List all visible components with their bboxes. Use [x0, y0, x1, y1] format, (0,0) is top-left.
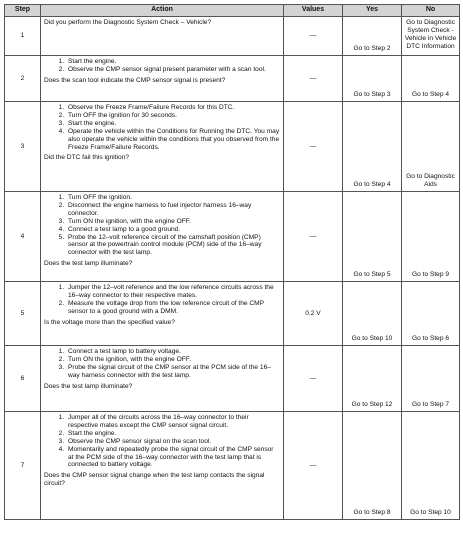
action-item: 3. Probe the signal circuit of the CMP sensor at the PCM side of the 16–way harness connector with the test lamp. — [66, 364, 280, 380]
yes-cell: Go to Step 4 — [343, 102, 402, 192]
no-cell: Go to Step 7 — [402, 346, 460, 412]
action-cell — [41, 17, 284, 56]
step-number: 2 — [5, 56, 41, 102]
no-cell: Go to Step 10 — [402, 412, 460, 520]
action-item: 1. Jumper the 12–volt reference and the low reference circuits across the 16–way connector to their respective mates. — [66, 284, 280, 300]
table-row — [5, 56, 460, 102]
table-row — [5, 17, 460, 56]
header-action: Action — [41, 5, 284, 17]
yes-cell: Go to Step 8 — [343, 412, 402, 520]
value-cell: — — [284, 56, 343, 102]
yes-cell: Go to Step 3 — [343, 56, 402, 102]
table-row — [5, 102, 460, 192]
action-item: 2. Turn OFF the ignition for 30 seconds. — [66, 112, 280, 120]
action-steps — [44, 194, 280, 257]
action-steps — [44, 414, 280, 469]
action-steps — [44, 348, 280, 380]
header-yes: Yes — [343, 5, 402, 17]
step-number: 1 — [5, 17, 41, 56]
action-steps — [44, 284, 280, 316]
action-item: 2. Observe the CMP sensor signal present parameter with a scan tool. — [66, 66, 280, 74]
action-question: Is the voltage more than the specified value? — [44, 318, 175, 326]
action-cell — [41, 346, 284, 412]
action-item: 2. Turn ON the ignition, with the engine OFF. — [66, 356, 280, 364]
action-item: 2. Start the engine. — [66, 430, 280, 438]
step-number: 7 — [5, 412, 41, 520]
action-steps — [44, 58, 280, 74]
value-cell: — — [284, 412, 343, 520]
action-item: 5. Probe the 12–volt reference circuit of the camshaft position (CMP) sensor at the powertrain control module (PCM) side of the 16–way connector with the test lamp. — [66, 234, 280, 258]
action-item: 4. Momentarily and repeatedly probe the signal circuit of the CMP sensor at the PCM side of the 16–way connector with the test lamp that is connected to battery voltage. — [66, 446, 280, 470]
no-cell: Go to Step 9 — [402, 192, 460, 282]
action-cell — [41, 192, 284, 282]
table-row — [5, 282, 460, 346]
action-item: 1. Connect a test lamp to battery voltage. — [66, 348, 280, 356]
table-row — [5, 192, 460, 282]
action-item: 1. Jumper all of the circuits across the 16–way connector to their respective mates except the CMP sensor signal circuit. — [66, 414, 280, 430]
value-cell: — — [284, 346, 343, 412]
value-cell: 0.2 V — [284, 282, 343, 346]
yes-cell: Go to Step 5 — [343, 192, 402, 282]
step-number: 4 — [5, 192, 41, 282]
no-cell: Go to Diagnostic System Check - Vehicle in Vehicle DTC Information — [402, 17, 460, 56]
no-cell: Go to Diagnostic Aids — [402, 102, 460, 192]
action-item: 3. Turn ON the ignition, with the engine OFF. — [66, 218, 280, 226]
action-item: 4. Connect a test lamp to a good ground. — [66, 226, 280, 234]
action-item: 1. Observe the Freeze Frame/Failure Records for this DTC. — [66, 104, 280, 112]
yes-cell: Go to Step 12 — [343, 346, 402, 412]
yes-cell: Go to Step 10 — [343, 282, 402, 346]
table-row — [5, 412, 460, 520]
header-values: Values — [284, 5, 343, 17]
header-step: Step — [5, 5, 41, 17]
header-no: No — [402, 5, 460, 17]
action-question: Does the scan tool indicate the CMP sensor signal is present? — [44, 76, 226, 84]
no-cell: Go to Step 6 — [402, 282, 460, 346]
action-item: 3. Observe the CMP sensor signal on the scan tool. — [66, 438, 280, 446]
value-cell: — — [284, 192, 343, 282]
value-cell: — — [284, 102, 343, 192]
action-item: 4. Operate the vehicle within the Conditions for Running the DTC. You may also operate the vehicle within the conditions that you observed from the Freeze Frame/Failure Records. — [66, 128, 280, 152]
action-steps — [44, 104, 280, 151]
table-row — [5, 346, 460, 412]
action-question: Does the test lamp illuminate? — [44, 260, 133, 268]
action-cell — [41, 282, 284, 346]
action-question: Does the CMP sensor signal change when the test lamp contacts the signal circuit? — [44, 472, 265, 488]
action-question: Did the DTC fail this ignition? — [44, 154, 130, 162]
action-item: 1. Turn OFF the ignition. — [66, 194, 280, 202]
no-cell: Go to Step 4 — [402, 56, 460, 102]
step-number: 5 — [5, 282, 41, 346]
action-cell — [41, 102, 284, 192]
header-row — [5, 5, 460, 17]
action-item: 2. Disconnect the engine harness to fuel injector harness 16–way connector. — [66, 202, 280, 218]
yes-cell: Go to Step 2 — [343, 17, 402, 56]
action-question: Did you perform the Diagnostic System Check – Vehicle? — [44, 19, 212, 26]
action-item: 3. Start the engine. — [66, 120, 280, 128]
diagnostic-table — [4, 4, 460, 520]
value-cell: — — [284, 17, 343, 56]
action-cell — [41, 412, 284, 520]
step-number: 6 — [5, 346, 41, 412]
step-number: 3 — [5, 102, 41, 192]
action-question: Does the test lamp illuminate? — [44, 382, 133, 390]
action-item: 2. Measure the voltage drop from the low reference circuit of the CMP sensor to a good ground with a DMM. — [66, 300, 280, 316]
action-cell — [41, 56, 284, 102]
action-item: 1. Start the engine. — [66, 58, 280, 66]
